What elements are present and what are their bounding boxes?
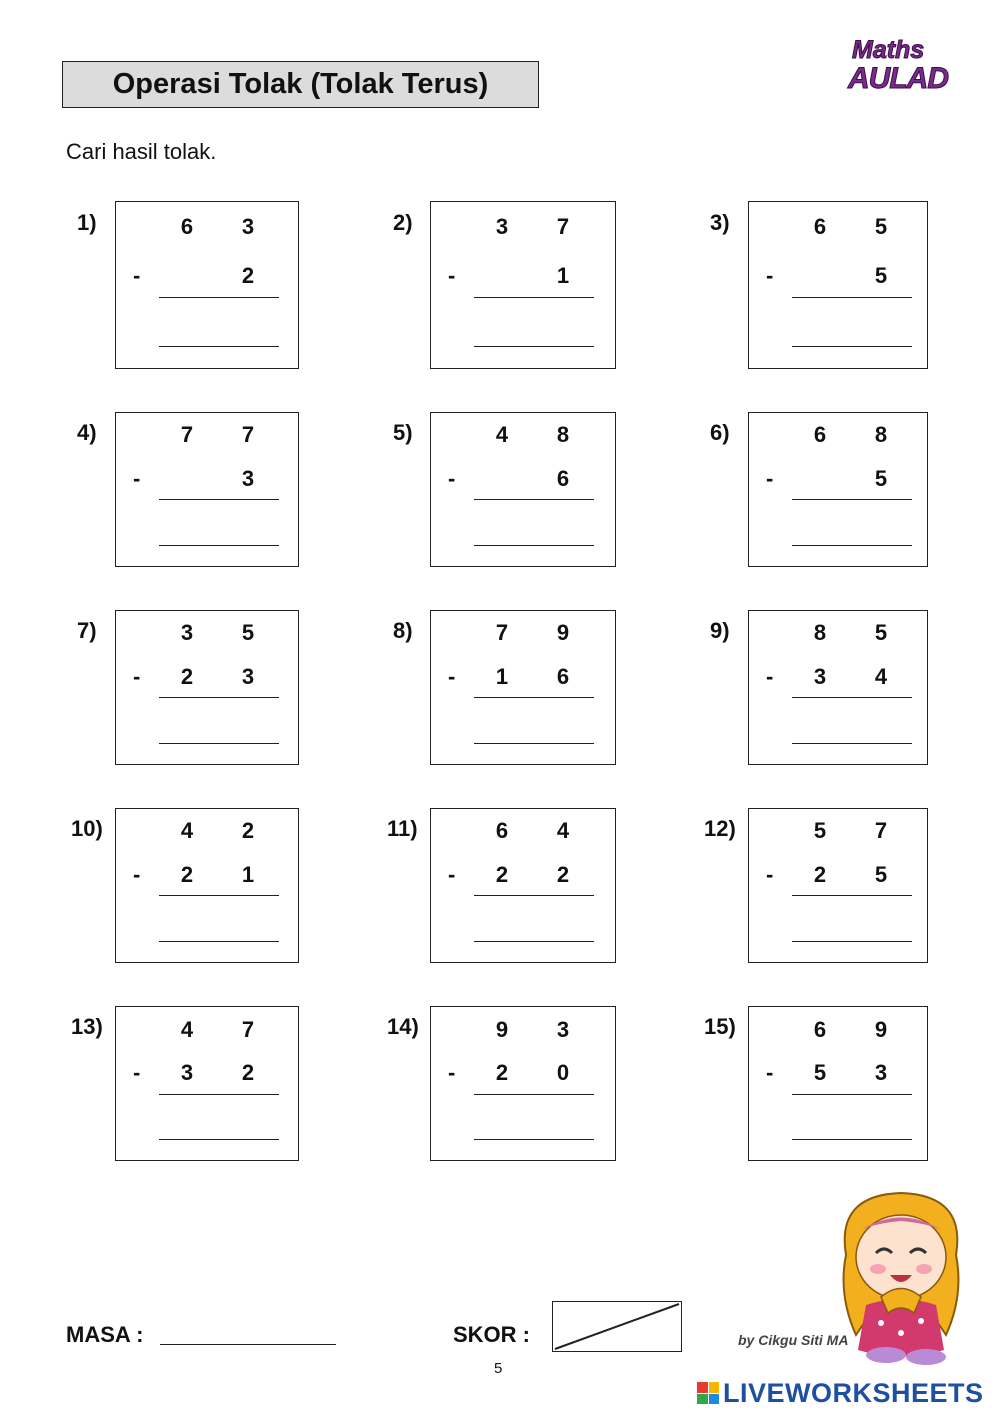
subtrahend-tens-digit: 1 <box>495 664 509 689</box>
subtrahend-ones-digit: 2 <box>556 862 570 887</box>
minuend-ones-digit: 8 <box>874 422 888 447</box>
sum-line <box>792 1094 912 1095</box>
maths-aulad-logo <box>848 36 960 96</box>
subtrahend-ones-digit: 1 <box>556 263 570 288</box>
minus-sign: - <box>133 263 141 288</box>
answer-line[interactable] <box>474 346 594 347</box>
problem-box <box>430 808 616 963</box>
minus-sign: - <box>766 664 774 689</box>
subtrahend-ones-digit: 6 <box>556 664 570 689</box>
minus-sign: - <box>448 1060 456 1085</box>
skor-divider-slash <box>553 1302 681 1351</box>
subtrahend-tens-digit: 3 <box>813 664 827 689</box>
subtrahend-ones-digit: 5 <box>874 263 888 288</box>
question-number: 10) <box>71 816 103 841</box>
subtrahend-ones-digit: 3 <box>874 1060 888 1085</box>
sum-line <box>159 499 279 500</box>
sum-line <box>792 697 912 698</box>
logo-line-1: Maths <box>852 36 925 64</box>
answer-line[interactable] <box>792 941 912 942</box>
minus-sign: - <box>133 664 141 689</box>
subtrahend-tens-digit: 2 <box>180 664 194 689</box>
problem-box <box>115 1006 299 1161</box>
minus-sign: - <box>448 263 456 288</box>
problem-box <box>748 201 928 369</box>
answer-line[interactable] <box>159 545 279 546</box>
sum-line <box>474 697 594 698</box>
answer-line[interactable] <box>474 941 594 942</box>
minus-sign: - <box>133 466 141 491</box>
answer-line[interactable] <box>159 941 279 942</box>
minus-sign: - <box>448 664 456 689</box>
subtrahend-ones-digit: 5 <box>874 862 888 887</box>
problem-box <box>430 610 616 765</box>
question-number: 2) <box>393 210 413 235</box>
question-number: 13) <box>71 1014 103 1039</box>
sum-line <box>474 895 594 896</box>
question-number: 8) <box>393 618 413 643</box>
minuend-ones-digit: 5 <box>874 214 888 239</box>
sum-line <box>159 297 279 298</box>
sum-line <box>159 1094 279 1095</box>
problem-box <box>115 412 299 567</box>
minus-sign: - <box>766 263 774 288</box>
question-number: 11) <box>387 816 418 841</box>
minuend-ones-digit: 5 <box>874 620 888 645</box>
question-number: 7) <box>77 618 97 643</box>
liveworksheets-watermark <box>697 1378 984 1408</box>
minuend-tens-digit: 4 <box>180 1017 194 1042</box>
answer-line[interactable] <box>792 545 912 546</box>
minuend-ones-digit: 5 <box>241 620 255 645</box>
question-number: 14) <box>387 1014 419 1039</box>
minuend-ones-digit: 4 <box>556 818 570 843</box>
problem-box <box>115 201 299 369</box>
minuend-tens-digit: 9 <box>495 1017 509 1042</box>
skor-box[interactable] <box>552 1301 682 1352</box>
question-number: 9) <box>710 618 730 643</box>
minus-sign: - <box>133 1060 141 1085</box>
sum-line <box>159 895 279 896</box>
page-number: 5 <box>494 1360 503 1377</box>
subtrahend-ones-digit: 6 <box>556 466 570 491</box>
minuend-tens-digit: 5 <box>813 818 827 843</box>
logo-line-2: AULAD <box>848 62 948 95</box>
minus-sign: - <box>766 466 774 491</box>
answer-line[interactable] <box>474 545 594 546</box>
minuend-tens-digit: 8 <box>813 620 827 645</box>
author-credit: by Cikgu Siti MA <box>738 1332 849 1348</box>
sum-line <box>474 297 594 298</box>
minuend-tens-digit: 6 <box>813 422 827 447</box>
minuend-tens-digit: 6 <box>495 818 509 843</box>
subtrahend-tens-digit: 5 <box>813 1060 827 1085</box>
minuend-ones-digit: 9 <box>874 1017 888 1042</box>
question-number: 12) <box>704 816 736 841</box>
liveworksheets-icon <box>697 1382 719 1404</box>
answer-line[interactable] <box>792 346 912 347</box>
masa-label: MASA : <box>66 1322 144 1347</box>
answer-line[interactable] <box>474 1139 594 1140</box>
problem-box <box>430 1006 616 1161</box>
answer-line[interactable] <box>159 346 279 347</box>
subtrahend-tens-digit: 2 <box>495 862 509 887</box>
skor-label: SKOR : <box>453 1322 530 1347</box>
minus-sign: - <box>448 862 456 887</box>
minuend-tens-digit: 7 <box>495 620 509 645</box>
subtrahend-ones-digit: 2 <box>241 1060 255 1085</box>
subtrahend-ones-digit: 0 <box>556 1060 570 1085</box>
problem-box <box>748 412 928 567</box>
sum-line <box>474 1094 594 1095</box>
subtrahend-tens-digit: 2 <box>495 1060 509 1085</box>
liveworksheets-text: LIVEWORKSHEETS <box>723 1377 984 1408</box>
minuend-tens-digit: 4 <box>180 818 194 843</box>
question-number: 3) <box>710 210 730 235</box>
subtrahend-ones-digit: 1 <box>241 862 255 887</box>
masa-answer-line[interactable] <box>160 1344 336 1345</box>
answer-line[interactable] <box>474 743 594 744</box>
sum-line <box>792 297 912 298</box>
problem-box <box>748 1006 928 1161</box>
minuend-tens-digit: 4 <box>495 422 509 447</box>
answer-line[interactable] <box>792 1139 912 1140</box>
answer-line[interactable] <box>159 1139 279 1140</box>
question-number: 5) <box>393 420 413 445</box>
problem-box <box>748 808 928 963</box>
answer-line[interactable] <box>792 743 912 744</box>
minus-sign: - <box>133 862 141 887</box>
minuend-ones-digit: 7 <box>241 1017 255 1042</box>
subtrahend-tens-digit: 2 <box>813 862 827 887</box>
sum-line <box>792 499 912 500</box>
subtrahend-ones-digit: 3 <box>241 466 255 491</box>
minuend-tens-digit: 6 <box>813 1017 827 1042</box>
answer-line[interactable] <box>159 743 279 744</box>
question-number: 1) <box>77 210 97 235</box>
minuend-ones-digit: 8 <box>556 422 570 447</box>
problem-box <box>115 610 299 765</box>
sum-line <box>159 697 279 698</box>
sum-line <box>474 499 594 500</box>
girl-mascot-illustration <box>826 1185 976 1370</box>
minuend-tens-digit: 6 <box>813 214 827 239</box>
problem-box <box>430 412 616 567</box>
question-number: 15) <box>704 1014 736 1039</box>
minuend-ones-digit: 7 <box>556 214 570 239</box>
minus-sign: - <box>766 1060 774 1085</box>
instruction-text: Cari hasil tolak. <box>66 139 217 164</box>
minuend-tens-digit: 6 <box>180 214 194 239</box>
question-number: 6) <box>710 420 730 445</box>
problem-box <box>430 201 616 369</box>
minuend-ones-digit: 7 <box>241 422 255 447</box>
problem-box <box>748 610 928 765</box>
subtrahend-tens-digit: 3 <box>180 1060 194 1085</box>
subtrahend-ones-digit: 3 <box>241 664 255 689</box>
problem-box <box>115 808 299 963</box>
sum-line <box>792 895 912 896</box>
worksheet-title: Operasi Tolak (Tolak Terus) <box>62 61 539 108</box>
minuend-ones-digit: 2 <box>241 818 255 843</box>
minuend-ones-digit: 3 <box>241 214 255 239</box>
minuend-ones-digit: 7 <box>874 818 888 843</box>
minuend-tens-digit: 7 <box>180 422 194 447</box>
subtrahend-ones-digit: 4 <box>874 664 888 689</box>
minus-sign: - <box>448 466 456 491</box>
minuend-tens-digit: 3 <box>495 214 509 239</box>
minuend-ones-digit: 3 <box>556 1017 570 1042</box>
subtrahend-tens-digit: 2 <box>180 862 194 887</box>
question-number: 4) <box>77 420 97 445</box>
minuend-ones-digit: 9 <box>556 620 570 645</box>
minuend-tens-digit: 3 <box>180 620 194 645</box>
subtrahend-ones-digit: 2 <box>241 263 255 288</box>
subtrahend-ones-digit: 5 <box>874 466 888 491</box>
minus-sign: - <box>766 862 774 887</box>
